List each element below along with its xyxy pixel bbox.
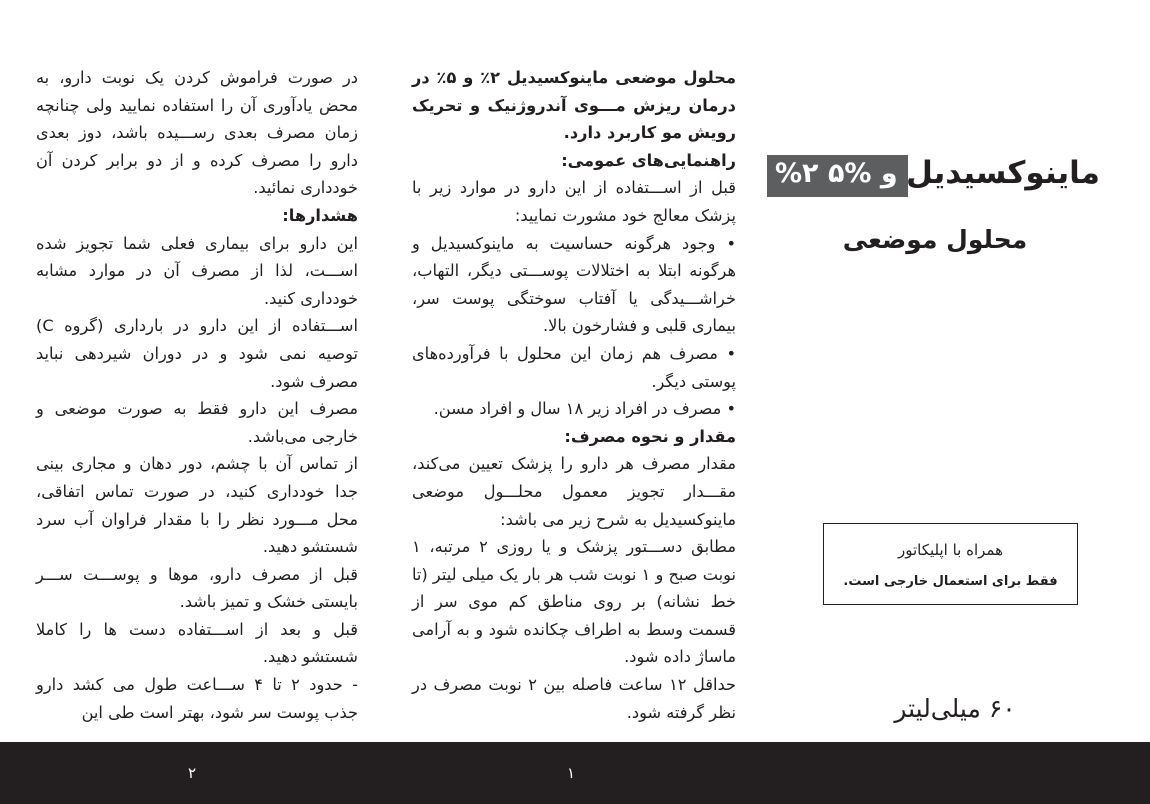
warning-paragraph: قبل از مصرف دارو، موها و پوســـت ســـر بایستی خشک و تمیز باشد. bbox=[36, 564, 358, 612]
missed-dose-paragraph: در صورت فراموش کردن یک نوبت دارو، به محض یادآوری آن را استفاده نمایید ولی چنانچه زمان مصرف بعدی رســـیده باشد، دوز بعدی دارو را مصرف کرده و از دو برابر کردن آن خودداری نمائید. bbox=[36, 68, 358, 198]
page-number: ۱ bbox=[567, 764, 576, 782]
warning-paragraph: قبل و بعد از اســـتفاده دست ها را کاملا شستشو دهید. bbox=[36, 619, 358, 667]
dosage-paragraph: مقدار مصرف هر دارو را پزشک تعیین می‌کند، مقـــدار تجویز معمول محلـــول موضعی ماینوکسیدیل به شرح زیر می باشد: bbox=[412, 454, 736, 529]
applicator-box bbox=[823, 523, 1078, 605]
product-title: ماینوکسیدیل bbox=[905, 155, 1100, 191]
warning-paragraph: مصرف این دارو فقط به صورت موضعی و خارجی می‌باشد. bbox=[36, 399, 358, 446]
product-subtitle: محلول موضعی bbox=[842, 225, 1028, 254]
middle-column bbox=[412, 64, 736, 726]
dosage-paragraph: مطابق دســـتور پزشک و یا روزی ۲ مرتبه، ۱ نوبت صبح و ۱ نوبت شب هر بار یک میلی لیتر (تا خط نشانه) بر روی مناطق کم موی سر از قسمت وسط به اطراف چکانده شود و به آرامی ماساژ داده شود. bbox=[412, 537, 736, 667]
warning-paragraph: - حدود ۲ تا ۴ ســـاعت طول می کشد دارو جذب پوست سر شود، بهتر است طی این bbox=[36, 675, 358, 722]
warning-paragraph: از تماس آن با چشم، دور دهان و مجاری بینی جدا خودداری کنید، در صورت تماس اتفاقی، محل مـــورد نظر را با مقدار فراوان آب سرد شستشو دهید. bbox=[36, 454, 358, 557]
page-number: ۲ bbox=[188, 764, 197, 782]
warning-paragraph: این دارو برای بیماری فعلی شما تجویز شده اســـت، لذا از مصرف آن در موارد مشابه خودداری کنید. bbox=[36, 233, 358, 308]
bullet-item: • مصرف هم زمان این محلول با فرآورده‌های پوستی دیگر. bbox=[412, 343, 736, 391]
guidelines-paragraph: قبل از اســـتفاده از این دارو در موارد زیر با پزشک معالج خود مشورت نمایید: bbox=[412, 178, 736, 225]
bullet-item: • مصرف در افراد زیر ۱۸ سال و افراد مسن. bbox=[433, 399, 736, 419]
applicator-text: همراه با اپلیکاتور bbox=[897, 541, 1004, 559]
external-use-note: فقط برای استعمال خارجی است. bbox=[843, 574, 1058, 589]
left-column bbox=[36, 64, 358, 726]
warnings-heading: هشدارها: bbox=[282, 205, 358, 225]
dosage-paragraph: حداقل ۱۲ ساعت فاصله بین ۲ نوبت مصرف در نظر گرفته شود. bbox=[412, 675, 736, 722]
cover-title bbox=[767, 152, 1100, 194]
bullet-item: • وجود هرگونه حساسیت به ماینوکسیدیل و هرگونه ابتلا به اختلالات پوســـتی دیگر، التهاب، خراشـــیدگی یا آفتاب سوختگی پوست سر، بیماری قلبی و فشارخون بالا. bbox=[412, 233, 736, 336]
title-strength: %۲ و %۵ bbox=[775, 158, 898, 189]
volume-label: ۶۰ میلی‌لیتر bbox=[894, 694, 1016, 723]
warning-paragraph: اســـتفاده از این دارو در بارداری (گروه C) توصیه نمی شود و در دوران شیردهی نباید مصرف شود. bbox=[36, 316, 358, 391]
dosage-heading: مقدار و نحوه مصرف: bbox=[564, 426, 736, 446]
intro-paragraph: محلول موضعی ماینوکسیدیل ۲٪ و ۵٪ در درمان ریزش مـــوی آندروژنیک و تحریک رویش مو کاربرد دارد. bbox=[412, 68, 736, 143]
guidelines-heading: راهنمایی‌های عمومی: bbox=[561, 150, 736, 170]
